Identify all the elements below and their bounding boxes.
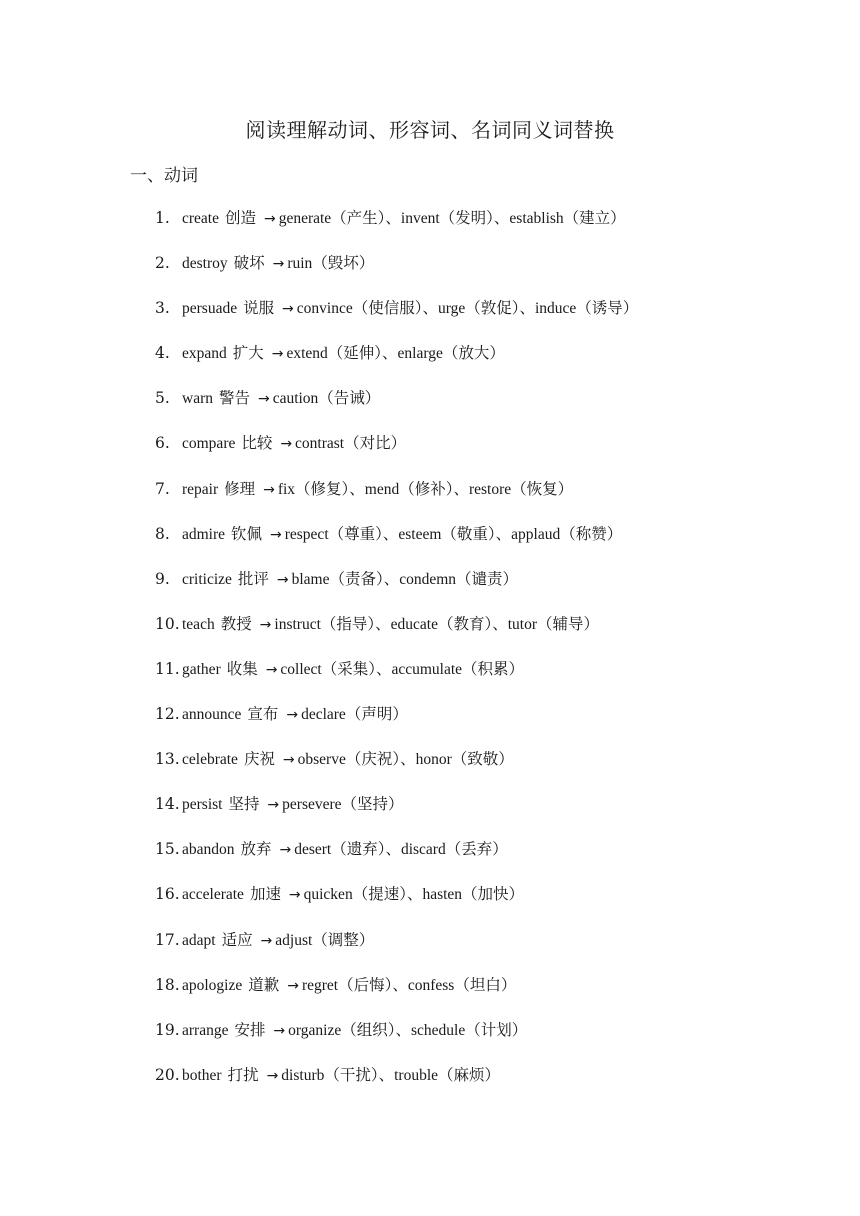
list-item (155, 882, 638, 927)
synonym-list-text: declare（声明） (301, 706, 408, 724)
headword-meaning: 创造 (225, 209, 257, 227)
list-item (155, 567, 638, 612)
headword-meaning: 适应 (221, 930, 253, 949)
item-number: 12. (155, 705, 180, 724)
arrow-icon: → (288, 887, 301, 904)
arrow-icon: → (282, 752, 295, 769)
arrow-icon: → (273, 1022, 286, 1039)
headword: destroy (182, 255, 228, 273)
arrow-icon: → (266, 1067, 279, 1084)
headword-meaning: 坚持 (228, 795, 260, 814)
headword: celebrate (182, 751, 238, 769)
headword: repair (182, 480, 219, 498)
headword-meaning: 修理 (224, 479, 256, 498)
headword: compare (182, 435, 236, 453)
headword-meaning: 收集 (226, 659, 258, 678)
headword-meaning: 放弃 (240, 840, 272, 859)
list-item (155, 657, 638, 702)
synonym-list-text: adjust（调整） (275, 931, 375, 949)
synonym-list-text: respect（尊重）、esteem（敬重）、applaud（称赞） (284, 525, 623, 543)
item-number: 18. (155, 975, 180, 994)
arrow-icon: → (263, 211, 276, 227)
synonym-list-text: instruct（指导）、educate（教育）、tutor（辅导） (274, 615, 599, 633)
synonym-list-text: contrast（对比） (295, 435, 407, 453)
list-item (155, 792, 638, 837)
arrow-icon: → (265, 661, 278, 678)
item-number: 5. (155, 389, 170, 408)
list-item (155, 251, 638, 296)
headword-meaning: 教授 (220, 614, 252, 633)
headword: bother (182, 1066, 222, 1084)
synonym-list-text: quicken（提速）、hasten（加快） (303, 886, 525, 904)
item-number: 16. (155, 885, 180, 904)
item-number: 20. (155, 1065, 180, 1084)
headword: criticize (182, 570, 232, 588)
synonym-list-text: observe（庆祝）、honor（致敬） (297, 751, 514, 769)
headword: expand (182, 345, 227, 363)
item-number: 10. (155, 614, 180, 633)
arrow-icon: → (263, 481, 275, 498)
list-item (155, 837, 638, 882)
headword-meaning: 庆祝 (243, 750, 275, 769)
list-item (155, 973, 638, 1018)
headword-meaning: 钦佩 (231, 524, 263, 543)
headword-meaning: 扩大 (232, 344, 264, 363)
arrow-icon: → (276, 571, 289, 588)
synonym-list-text: ruin（毁坏） (287, 255, 375, 273)
arrow-icon: → (267, 797, 280, 814)
synonym-list-text: desert（遗弃）、discard（丢弃） (294, 841, 508, 859)
list-item (155, 702, 638, 747)
arrow-icon: → (259, 616, 272, 633)
headword: admire (182, 525, 226, 543)
list-item (155, 431, 638, 476)
item-number: 6. (155, 434, 170, 453)
synonym-list-text: disturb（干扰）、trouble（麻烦） (281, 1066, 501, 1084)
synonym-list-text: extend（延伸）、enlarge（放大） (286, 345, 505, 363)
arrow-icon: → (270, 526, 282, 543)
headword: persist (182, 796, 223, 814)
arrow-icon: → (272, 256, 285, 273)
synonym-list-text: convince（使信服）、urge（敦促）、induce（诱导） (296, 300, 639, 318)
item-number: 4. (155, 344, 170, 363)
synonym-list-text: generate（产生）、invent（发明）、establish（建立） (278, 210, 626, 227)
item-number: 9. (155, 569, 170, 588)
headword-meaning: 加速 (249, 885, 281, 904)
item-number: 1. (155, 209, 170, 227)
arrow-icon: → (280, 436, 293, 453)
arrow-icon: → (287, 977, 299, 994)
item-number: 2. (155, 254, 170, 273)
list-item (155, 1018, 638, 1063)
headword: announce (182, 706, 242, 724)
arrow-icon: → (279, 842, 292, 859)
section-heading-verbs: 一、动词 (130, 166, 198, 186)
headword: accelerate (182, 886, 244, 904)
list-item (155, 296, 638, 341)
item-number: 8. (155, 524, 170, 543)
item-number: 3. (155, 299, 170, 318)
headword: persuade (182, 300, 238, 318)
headword-meaning: 安排 (234, 1020, 266, 1039)
item-number: 17. (155, 930, 180, 949)
headword-meaning: 批评 (237, 569, 269, 588)
headword: gather (182, 660, 221, 678)
list-item (155, 747, 638, 792)
headword-meaning: 道歉 (248, 975, 280, 994)
synonym-list-text: blame（责备）、condemn（谴责） (291, 570, 519, 588)
arrow-icon: → (282, 301, 294, 318)
list-item (155, 206, 638, 251)
headword: arrange (182, 1021, 229, 1039)
headword-meaning: 宣布 (247, 705, 279, 724)
list-item (155, 477, 638, 522)
synonym-list-text: collect（采集）、accumulate（积累） (280, 660, 525, 678)
synonym-list-text: caution（告诫） (272, 390, 381, 408)
headword-meaning: 打扰 (227, 1065, 259, 1084)
list-item (155, 928, 638, 973)
synonym-list-text: regret（后悔）、confess（坦白） (301, 976, 517, 994)
arrow-icon: → (260, 932, 273, 949)
list-item (155, 341, 638, 386)
synonym-list (155, 206, 638, 1108)
headword-meaning: 比较 (241, 434, 273, 453)
headword-meaning: 警告 (219, 389, 251, 408)
item-number: 15. (155, 840, 180, 859)
headword: warn (182, 390, 213, 408)
arrow-icon: → (257, 391, 270, 408)
synonym-list-text: fix（修复）、mend（修补）、restore（恢复） (277, 480, 574, 498)
list-item (155, 386, 638, 431)
arrow-icon: → (271, 346, 284, 363)
list-item (155, 1063, 638, 1108)
list-item (155, 522, 638, 567)
synonym-list-text: organize（组织）、schedule（计划） (288, 1021, 528, 1039)
headword-meaning: 破坏 (233, 254, 265, 273)
item-number: 13. (155, 750, 180, 769)
item-number: 19. (155, 1020, 180, 1039)
synonym-list-text: persevere（坚持） (282, 796, 404, 814)
headword: adapt (182, 931, 216, 949)
item-number: 7. (155, 479, 170, 498)
headword: abandon (182, 841, 235, 859)
item-number: 11. (155, 659, 180, 678)
list-item (155, 612, 638, 657)
headword: create (182, 210, 219, 227)
item-number: 14. (155, 795, 180, 814)
headword-meaning: 说服 (243, 299, 275, 318)
arrow-icon: → (286, 707, 299, 724)
document-title: 阅读理解动词、形容词、名词同义词替换 (245, 118, 615, 142)
headword: apologize (182, 976, 243, 994)
headword: teach (182, 615, 215, 633)
